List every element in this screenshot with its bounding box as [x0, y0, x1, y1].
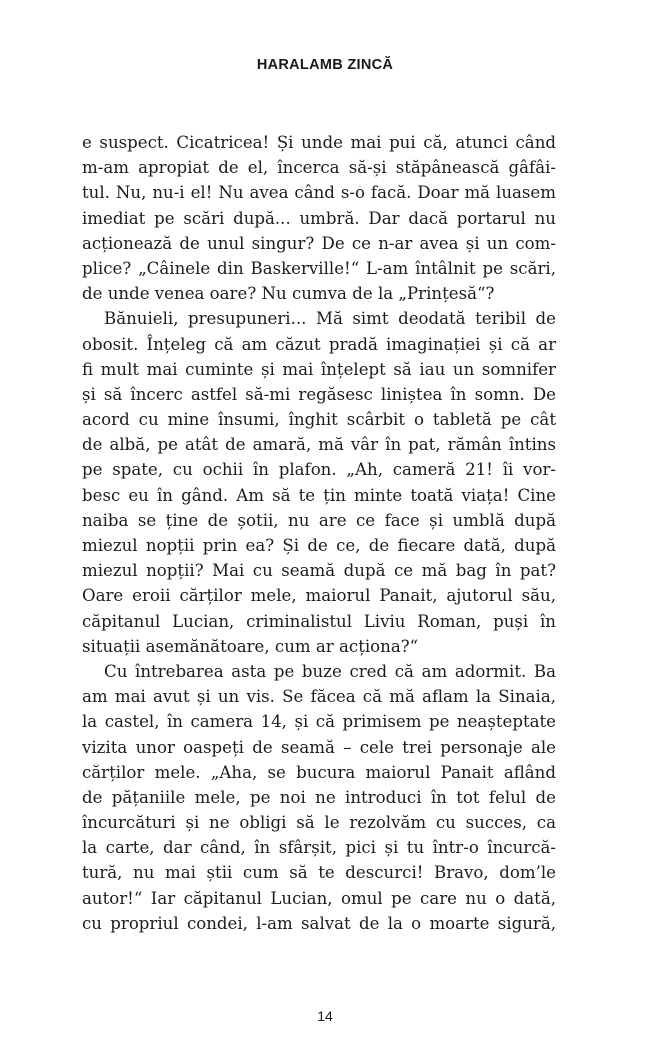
text-line: autor!“ Iar căpitanul Lucian, omul pe care nu o dată, [82, 888, 556, 908]
text-line: miezul nopții prin ea? Și de ce, de fiecare dată, după [82, 536, 556, 555]
text-line: căpitanul Lucian, criminalistul Liviu Roman, puși în [82, 611, 556, 631]
text-line: cu propriul condei, l-am salvat de la o moarte sigură, [82, 913, 556, 933]
running-head-author: HARALAMB ZINCĂ [256, 57, 394, 73]
text-line: tul. Nu, nu-i el! Nu avea când s-o facă. Doar mă luasem [82, 183, 556, 203]
text-line: e suspect. Cicatricea! Și unde mai pui că, atunci când [82, 133, 556, 152]
text-line: m-am apropiat de el, încerca să-și stăpânească gâfâi- [82, 158, 556, 178]
text-line: la carte, dar când, în sfârșit, pici și tu într-o încurcă- [82, 838, 556, 858]
text-line: de pățaniile mele, pe noi ne introduci în tot felul de [82, 787, 556, 807]
text-line: acord cu mine însumi, înghit scârbit o tabletă pe cât [82, 410, 556, 430]
page-number: 14 [317, 1008, 333, 1024]
text-line: încurcături și ne obligi să le rezolvăm cu succes, ca [82, 813, 556, 833]
text-line: cărților mele. „Aha, se bucura maiorul Panait aflând [82, 762, 556, 782]
text-line: Bănuieli, presupuneri... Mă simt deodată teribil de [104, 309, 556, 329]
text-line: acționează de unul singur? De ce n-ar avea și un com- [82, 233, 556, 253]
text-line: de unde venea oare? Nu cumva de la „Prințesă“? [82, 284, 495, 304]
text-line: situații asemănătoare, cum ar acționa?“ [82, 636, 419, 656]
text-line: și să încerc astfel să-mi regăsesc liniștea în somn. De [82, 384, 556, 404]
text-line: vizita unor oaspeți de seamă – cele trei personaje ale [82, 737, 556, 757]
text-line: naiba se ține de șotii, nu are ce face și umblă după [82, 510, 556, 530]
text-line: besc eu în gând. Am să te țin minte toată viața! Cine [82, 485, 556, 505]
text-line: de albă, pe atât de amară, mă vâr în pat, rămân întins [82, 435, 556, 455]
text-line: fi mult mai cuminte și mai înțelept să iau un somnifer [82, 359, 556, 379]
text-line: Oare eroii cărților mele, maiorul Panait, ajutorul său, [82, 586, 556, 606]
text-line: obosit. Înțeleg că am căzut pradă imaginației și că ar [82, 334, 556, 354]
text-line: imediat pe scări după... umbră. Dar dacă portarul nu [82, 208, 556, 228]
text-line: la castel, în camera 14, și că primisem pe neașteptate [82, 712, 556, 732]
paragraph-1 [82, 130, 556, 306]
text-line: am mai avut și un vis. Se făcea că mă aflam la Sinaia, [82, 687, 556, 707]
text-line: plice? „Câinele din Baskerville!“ L-am întâlnit pe scări, [82, 258, 556, 278]
text-line: Cu întrebarea asta pe buze cred că am adormit. Ba [104, 661, 556, 681]
paragraph-2 [82, 306, 556, 659]
text-line: miezul nopții? Mai cu seamă după ce mă bag în pat? [82, 561, 556, 581]
text-line: tură, nu mai știi cum să te descurci! Bravo, dom’le [82, 863, 556, 883]
paragraph-3 [82, 659, 556, 936]
text-line: pe spate, cu ochii în plafon. „Ah, cameră 21! îi vor- [82, 460, 556, 480]
body-text [82, 130, 556, 936]
